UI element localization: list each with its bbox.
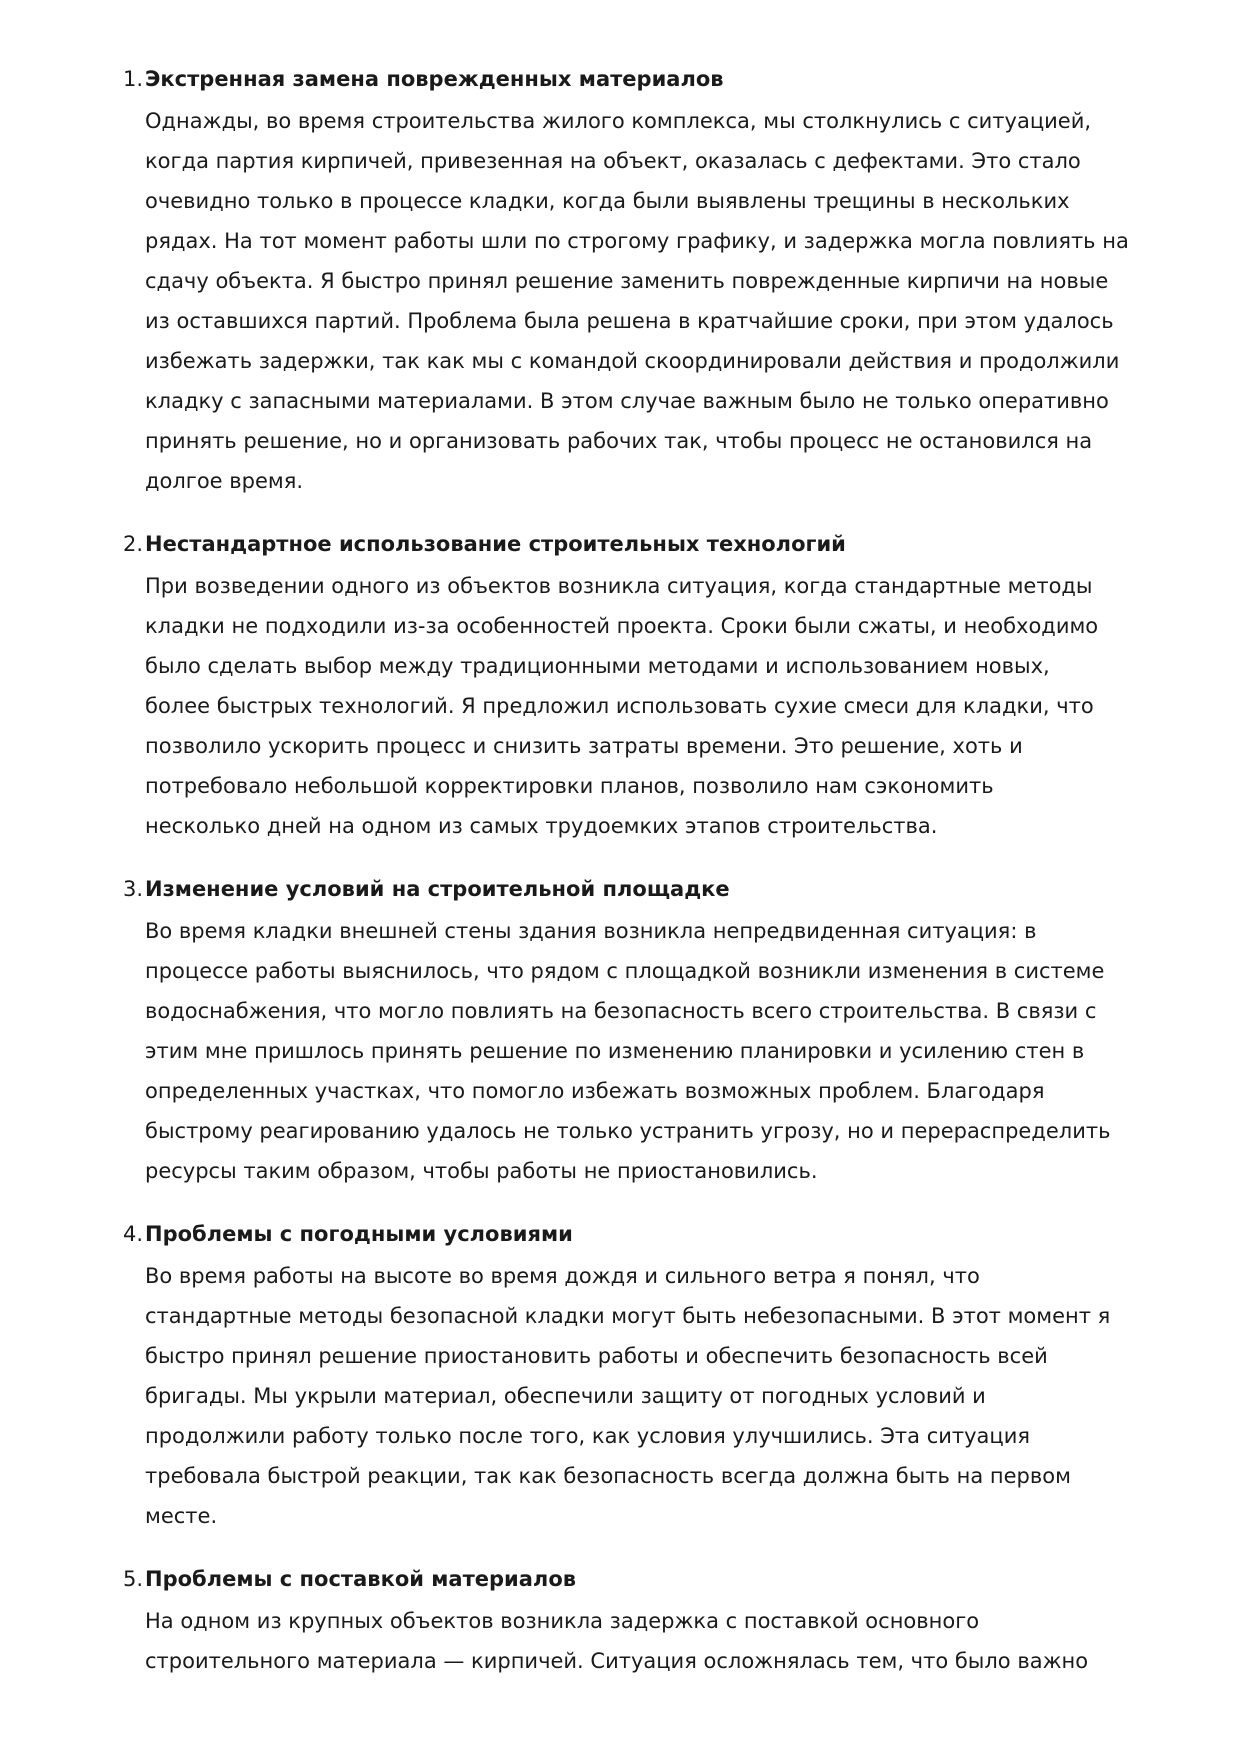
list-item-title: Изменение условий на строительной площадке [145, 877, 730, 901]
body-text-line: процессе работы выяснилось, что рядом с площадкой возникли изменения в системе [145, 959, 1105, 983]
list-item-body [145, 1601, 1155, 1681]
list-item-body [145, 1256, 1155, 1536]
list-item-number: 5. [122, 1567, 143, 1591]
body-text-line: этим мне пришлось принять решение по изменению планировки и усилению стен в [145, 1039, 1085, 1063]
body-text-line: было сделать выбор между традиционными методами и использованием новых, [145, 654, 1050, 678]
body-text-line: При возведении одного из объектов возникла ситуация, когда стандартные методы [145, 574, 1093, 598]
list-item-number: 2. [122, 532, 143, 556]
body-text-line: продолжили работу только после того, как условия улучшились. Эта ситуация [145, 1424, 1031, 1448]
body-text-line: водоснабжения, что могло повлиять на безопасность всего строительства. В связи с [145, 999, 1097, 1023]
numbered-list [122, 62, 1155, 1707]
body-text-line: Однажды, во время строительства жилого комплекса, мы столкнулись с ситуацией, [145, 109, 1092, 133]
list-item-title: Экстренная замена поврежденных материалов [145, 67, 724, 91]
list-item-title: Нестандартное использование строительных технологий [145, 532, 846, 556]
body-text-line: бригады. Мы укрыли материал, обеспечили защиту от погодных условий и [145, 1384, 986, 1408]
body-text-line: быстро принял решение приостановить работы и обеспечить безопасность всей [145, 1344, 1048, 1368]
body-text-line: требовала быстрой реакции, так как безопасность всегда должна быть на первом [145, 1464, 1071, 1488]
body-text-line: более быстрых технологий. Я предложил использовать сухие смеси для кладки, что [145, 694, 1094, 718]
list-item-number: 3. [122, 877, 143, 901]
body-text-line: очевидно только в процессе кладки, когда были выявлены трещины в нескольких [145, 189, 1070, 213]
body-text-line: месте. [145, 1504, 218, 1528]
body-text-line: сдачу объекта. Я быстро принял решение заменить поврежденные кирпичи на новые [145, 269, 1109, 293]
list-item [122, 872, 1155, 1191]
body-text-line: кладку с запасными материалами. В этом случае важным было не только оперативно [145, 389, 1109, 413]
body-text-line: несколько дней на одном из самых трудоемких этапов строительства. [145, 814, 938, 838]
body-text-line: На одном из крупных объектов возникла задержка с поставкой основного [145, 1609, 980, 1633]
list-item [122, 527, 1155, 846]
body-text-line: когда партия кирпичей, привезенная на объект, оказалась с дефектами. Это стало [145, 149, 1081, 173]
body-text-line: быстрому реагированию удалось не только устранить угрозу, но и перераспределить [145, 1119, 1111, 1143]
list-item-title: Проблемы с поставкой материалов [145, 1567, 577, 1591]
list-item-number: 4. [122, 1222, 143, 1246]
body-text-line: стандартные методы безопасной кладки могут быть небезопасными. В этот момент я [145, 1304, 1111, 1328]
list-item-body [145, 101, 1155, 501]
body-text-line: кладки не подходили из-за особенностей проекта. Сроки были сжаты, и необходимо [145, 614, 1099, 638]
body-text-line: Во время кладки внешней стены здания возникла непредвиденная ситуация: в [145, 919, 1037, 943]
body-text-line: ресурсы таким образом, чтобы работы не приостановились. [145, 1159, 818, 1183]
body-text-line: позволило ускорить процесс и снизить затраты времени. Это решение, хоть и [145, 734, 1023, 758]
list-item-number: 1. [122, 67, 143, 91]
list-item-body [145, 566, 1155, 846]
list-item [122, 62, 1155, 501]
list-item [122, 1562, 1155, 1681]
list-item-body [145, 911, 1155, 1191]
body-text-line: из оставшихся партий. Проблема была решена в кратчайшие сроки, при этом удалось [145, 309, 1114, 333]
body-text-line: потребовало небольшой корректировки планов, позволило нам сэкономить [145, 774, 994, 798]
body-text-line: избежать задержки, так как мы с командой скоординировали действия и продолжили [145, 349, 1120, 373]
body-text-line: определенных участках, что помогло избежать возможных проблем. Благодаря [145, 1079, 1045, 1103]
body-text-line: строительного материала — кирпичей. Ситуация осложнялась тем, что было важно [145, 1649, 1089, 1673]
body-text-line: долгое время. [145, 469, 304, 493]
list-item [122, 1217, 1155, 1536]
list-item-title: Проблемы с погодными условиями [145, 1222, 573, 1246]
body-text-line: принять решение, но и организовать рабочих так, чтобы процесс не остановился на [145, 429, 1093, 453]
body-text-line: Во время работы на высоте во время дождя и сильного ветра я понял, что [145, 1264, 980, 1288]
body-text-line: рядах. На тот момент работы шли по строгому графику, и задержка могла повлиять на [145, 229, 1129, 253]
